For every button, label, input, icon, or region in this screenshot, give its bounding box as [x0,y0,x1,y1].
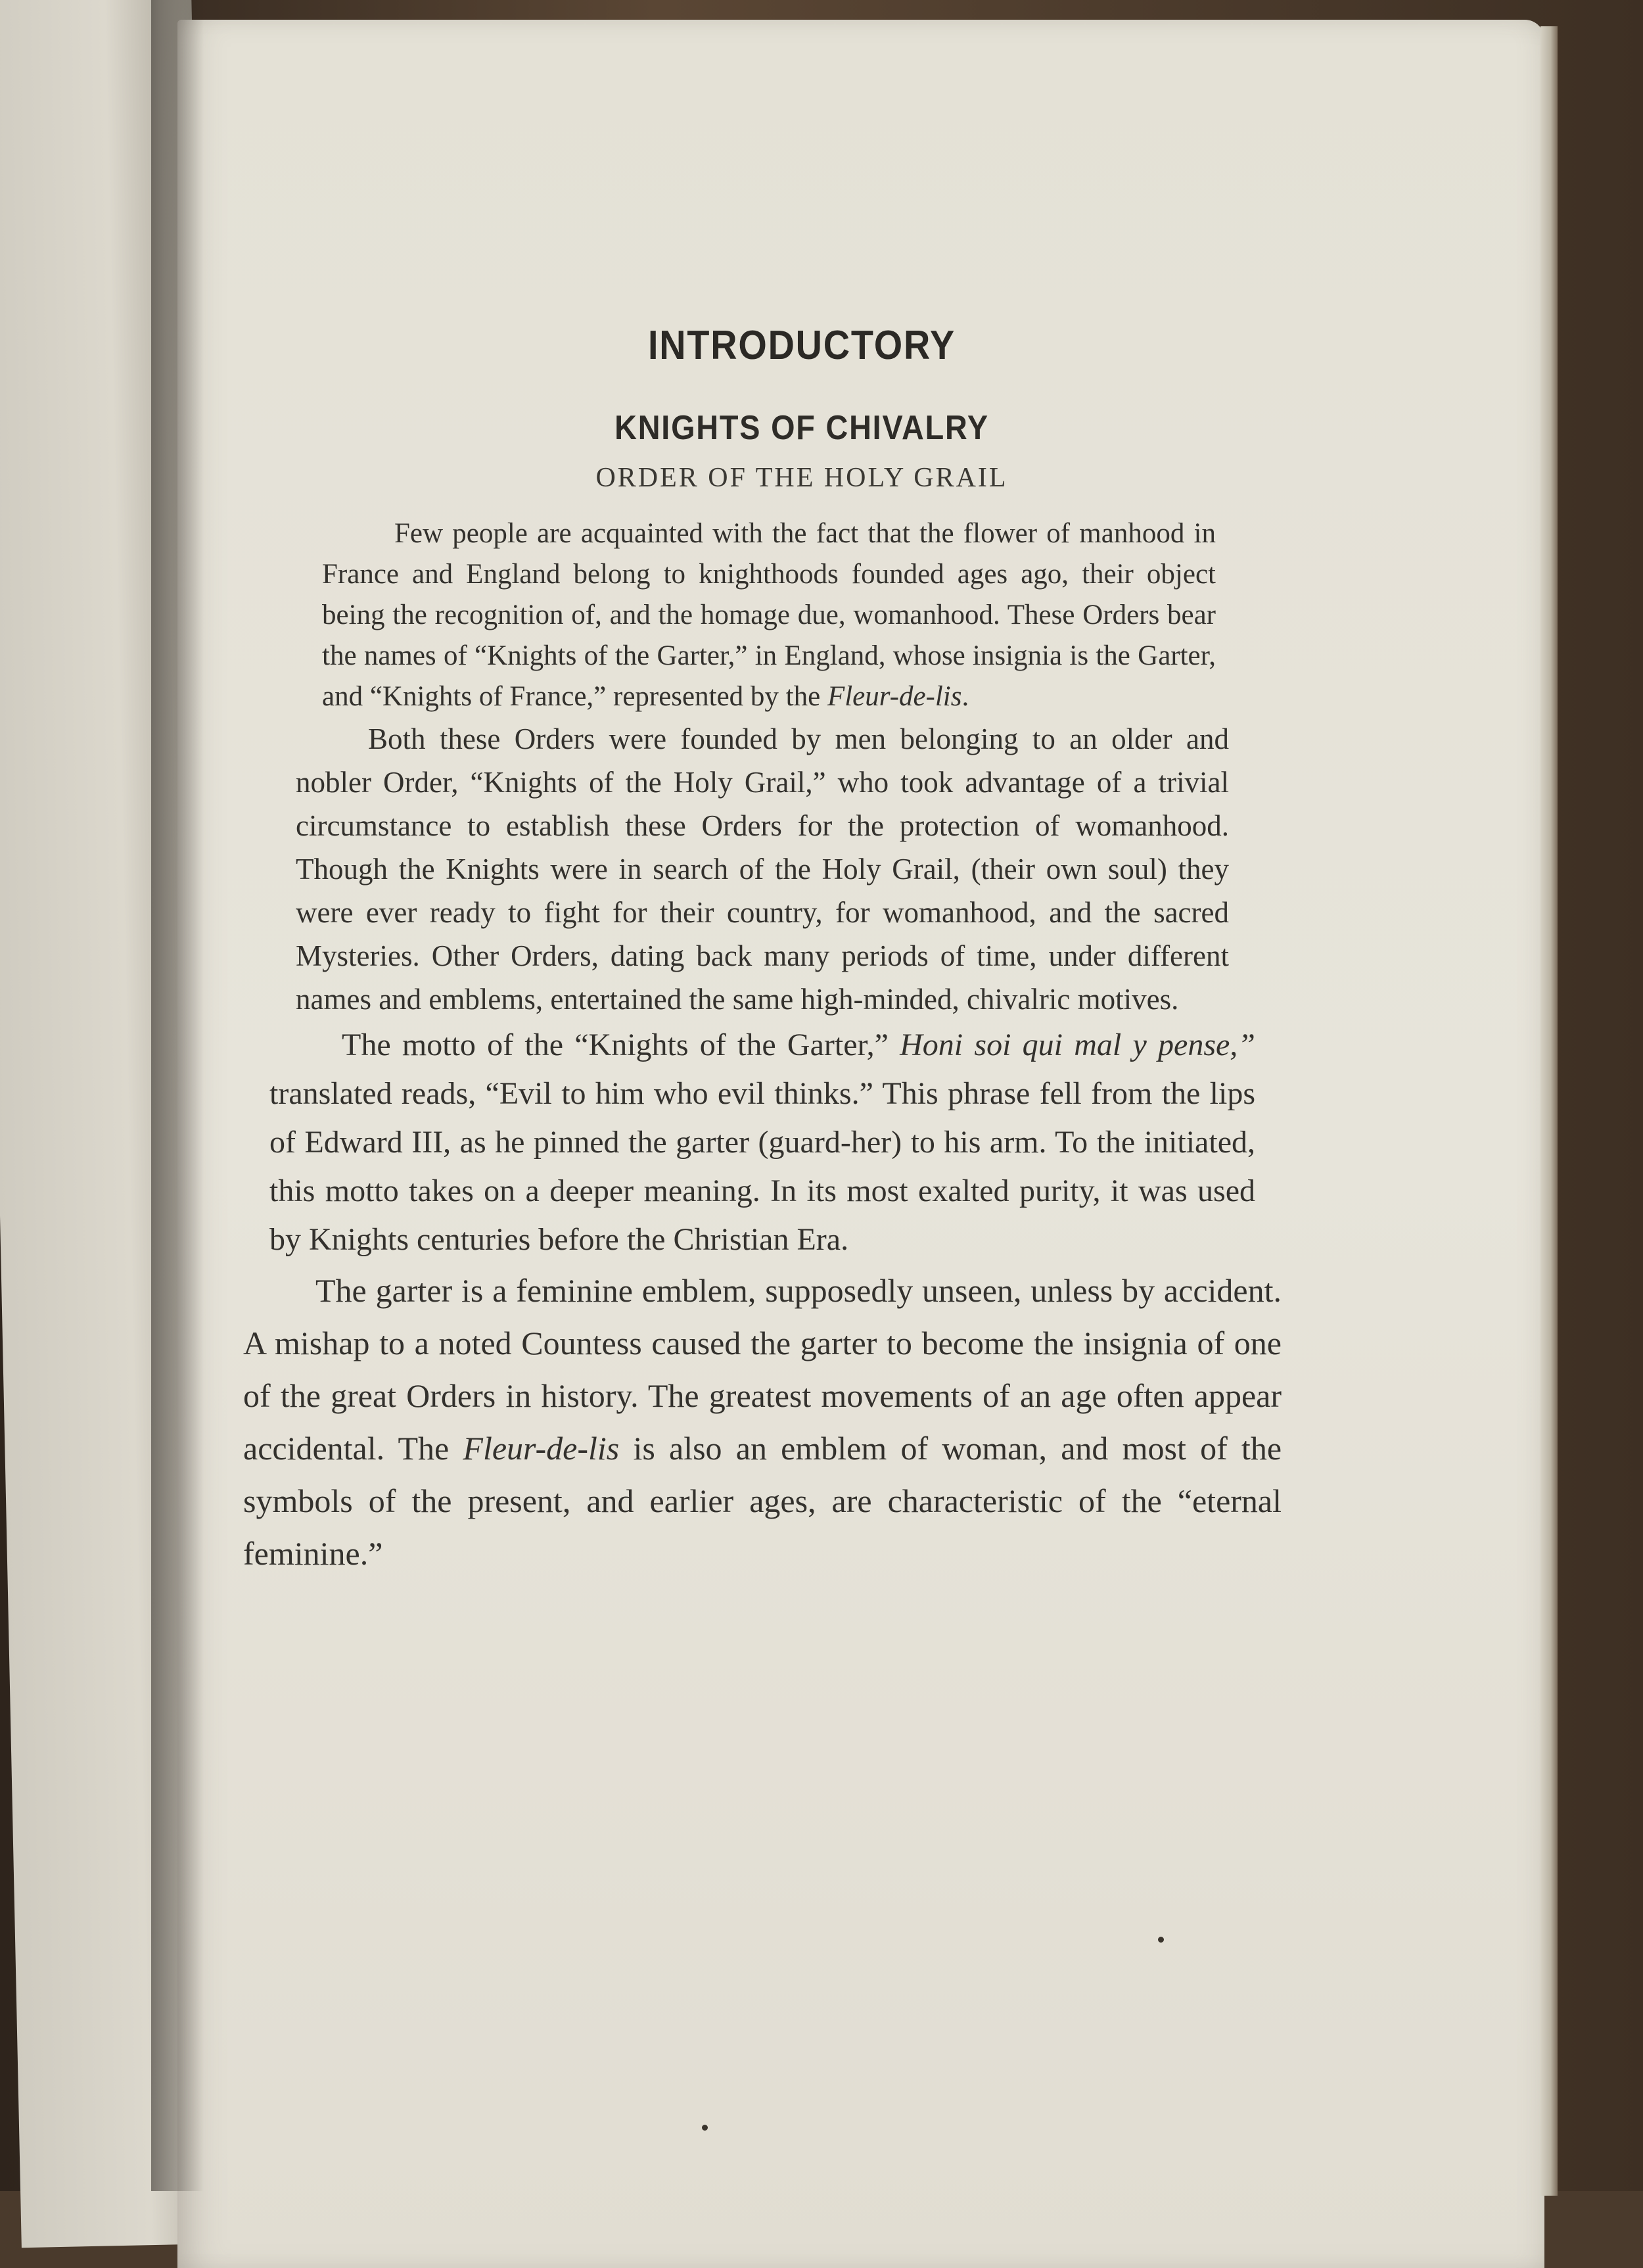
paragraph-4-end: is also an emblem of woman, and most of the symbols of the present, and earlier ages, are characteristic of the “eternal feminine.” [243,1430,1282,1572]
paragraph-1-italic: Fleur-de-lis [827,681,962,712]
paragraph-3-text: The motto of the “Knights of the Garter,” [342,1028,900,1062]
ink-speck [702,2125,708,2131]
paragraph-4-text: The garter is a feminine emblem, supposedly unseen, unless by accident. A mishap to a noted Countess caused the garter to become the insignia of one of the great Orders in history. The greatest movements of an age often appear accidental. The [243,1272,1282,1467]
paragraph-4 [243,1264,1282,1580]
paragraph-4-italic: Fleur-de-lis [463,1430,620,1467]
page-edge [1540,26,1558,2196]
page-content [243,309,1321,1580]
section-title: KNIGHTS OF CHIVALRY [614,409,989,447]
paragraph-1 [322,513,1216,717]
paragraph-1-text: Few people are acquainted with the fact that the flower of manhood in France and England belong to knighthoods founded ages ago, their object being the recognition of, and the homage due, womanhood. These Orders bear the names of “Knights of the Garter,” in England, whose insignia is the Garter, and “Knights of France,” represented by the [322,518,1216,712]
ink-speck [1158,1937,1164,1943]
paragraph-3-italic: Honi soi qui mal y pense,” [900,1028,1256,1062]
paragraph-3 [269,1021,1255,1264]
page-title: INTRODUCTORY [648,323,956,368]
paragraph-1-end: . [961,681,969,712]
paragraph-2: Both these Orders were founded by men belonging to an older and nobler Order, “Knights of the Holy Grail,” who took advantage of a trivial circumstance to establish these Orders for the protection of womanhood. Though the Knights were in search of the Holy Grail, (their own soul) they were ever ready to fight for their country, for womanhood, and the sacred Mysteries. Other Orders, dating back many periods of time, under different names and emblems, entertained the same high-minded, chivalric motives. [296,722,1229,1016]
paragraph-3-end: translated reads, “Evil to him who evil thinks.” This phrase fell from the lips of Edward III, as he pinned the garter (guard-her) to his arm. To the initiated, this motto takes on a deeper meaning. In its most exalted purity, it was used by Knights centuries before the Christian Era. [269,1076,1255,1257]
section-subtitle: ORDER OF THE HOLY GRAIL [595,463,1008,493]
